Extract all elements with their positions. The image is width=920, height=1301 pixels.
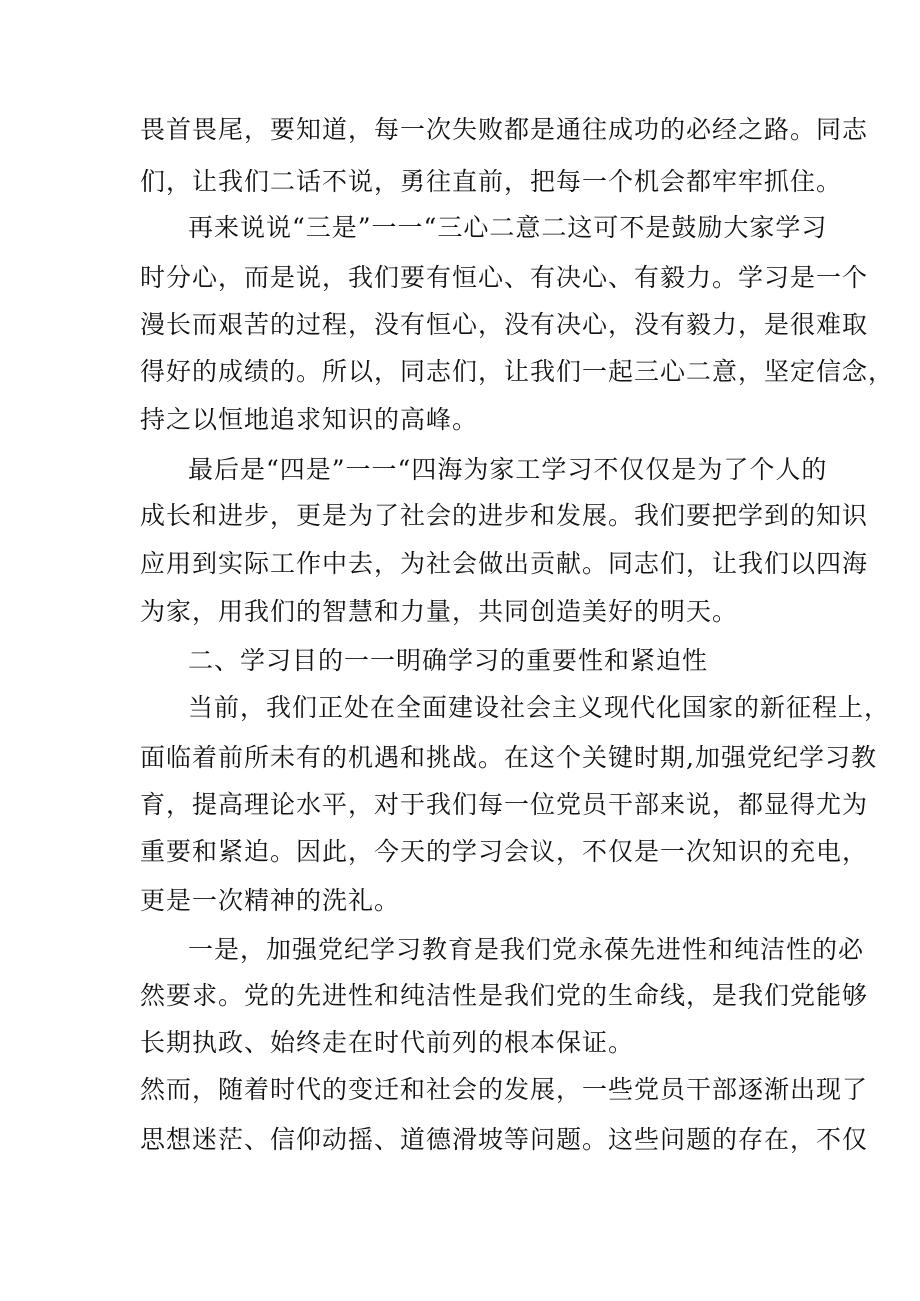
text-line-9: 成长和进步，更是为了社会的进步和发展。我们要把学到的知识: [140, 501, 869, 530]
text-line-1: 畏首畏尾，要知道，每一次失败都是通往成功的必经之路。同志: [140, 115, 869, 144]
text-line-6: 得好的成绩的。所以，同志们，让我们一起三心二意，坚定信念，: [140, 357, 895, 386]
text-line-2: 们，让我们二话不说，勇往直前，把每一个机会都牢牢抓住。: [140, 167, 843, 196]
text-line-13: 当前，我们正处在全面建设社会主义现代化国家的新征程上，: [188, 693, 891, 722]
text-line-4: 时分心，而是说，我们要有恒心、有决心、有毅力。学习是一个: [140, 263, 869, 292]
text-line-22: 思想迷茫、信仰动摇、道德滑坡等问题。这些问题的存在，不仅: [140, 1125, 869, 1154]
text-line-10: 应用到实际工作中去，为社会做出贡献。同志们，让我们以四海: [140, 549, 869, 578]
text-line-3: 再来说说“三是”一一“三心二意二这可不是鼓励大家学习: [188, 213, 828, 242]
text-line-19: 然要求。党的先进性和纯洁性是我们党的生命线，是我们党能够: [140, 981, 869, 1010]
text-line-16: 重要和紧迫。因此，今天的学习会议，不仅是一次知识的充电，: [140, 837, 869, 866]
text-line-17: 更是一次精神的洗礼。: [140, 886, 401, 915]
text-line-8: 最后是“四是”一一“四海为家工学习不仅仅是为了个人的: [188, 455, 828, 484]
text-line-14: 面临着前所未有的机遇和挑战。在这个关键时期,加强党纪学习教: [140, 743, 877, 772]
text-line-18: 一是，加强党纪学习教育是我们党永葆先进性和纯洁性的必: [188, 935, 865, 964]
text-line-7: 持之以恒地追求知识的高峰。: [140, 405, 479, 434]
text-line-21: 然而，随着时代的变迁和社会的发展，一些党员干部逐渐出现了: [140, 1075, 869, 1104]
text-line-15: 育，提高理论水平，对于我们每一位党员干部来说，都显得尤为: [140, 790, 869, 819]
text-line-20: 长期执政、始终走在时代前列的根本保证。: [140, 1028, 635, 1057]
text-line-5: 漫长而艰苦的过程，没有恒心，没有决心，没有毅力，是很难取: [140, 310, 869, 339]
section-heading: 二、学习目的一一明确学习的重要性和紧迫性: [188, 646, 709, 675]
text-line-11: 为家，用我们的智慧和力量，共同创造美好的明天。: [140, 597, 739, 626]
